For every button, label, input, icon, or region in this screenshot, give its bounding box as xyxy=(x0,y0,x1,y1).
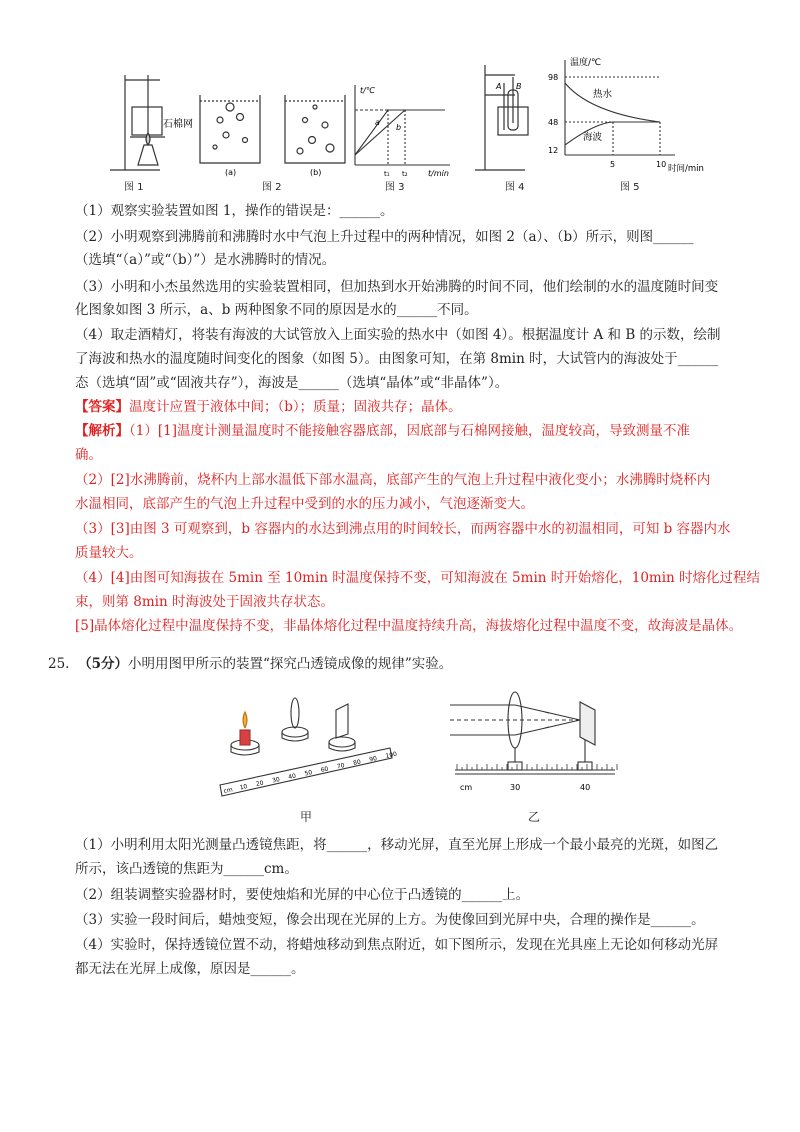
fig2-beaker-a xyxy=(200,95,260,163)
ruler-tick-label: 10 xyxy=(239,783,249,792)
q25-part3: （3）实验一段时间后，蜡烛变短，像会出现在光屏的上方。为使像回到光屏中央，合理的操作是______。 xyxy=(75,912,705,928)
q25-figures xyxy=(210,690,591,810)
ruler-tick-label: 60 xyxy=(320,765,330,774)
fig5-xtick-5: 5 xyxy=(610,160,616,169)
answer-tag: 【答案】 xyxy=(75,399,129,415)
q24-part3-line1: （3）小明和小杰虽然选用的实验装置相同，但加热到水开始沸腾的时间不同，他们绘制的水的温度随时间变 xyxy=(75,279,719,295)
fig4-label-b: B xyxy=(516,82,522,91)
fig3-graph xyxy=(355,85,450,165)
ruler-tick-label: 90 xyxy=(368,755,378,764)
caption-fig4: 图 4 xyxy=(505,182,525,193)
fig-yi-tick-30: 30 xyxy=(510,783,521,792)
fig3-curve-a: a xyxy=(375,118,380,127)
caption-fig1: 图 1 xyxy=(124,182,144,193)
q25-part1-line1: （1）小明利用太阳光测量凸透镜焦距，将______，移动光屏，直至光屏上形成一个最小最亮的光斑，如图乙 xyxy=(75,837,719,853)
fig4-label-a: A xyxy=(496,82,502,91)
ruler-tick-label: 30 xyxy=(271,776,281,785)
q24-part2-line1: （2）小明观察到沸腾前和沸腾时水中气泡上升过程中的两种情况，如图 2（a）、（b）所示，则图______ xyxy=(75,229,694,245)
fig5-xtick-10: 10 xyxy=(656,160,667,169)
caption-yi: 乙 xyxy=(528,810,541,824)
fig3-tick-t1: t₁ xyxy=(384,170,390,178)
q24-analysis-1a xyxy=(75,422,690,440)
fig-jia-apparatus xyxy=(220,698,392,796)
q25-part4-line2: 都无法在光屏上成像，原因是______。 xyxy=(75,961,305,977)
q24-analysis-2b: 水温相同，底部产生的气泡上升过程中受到的水的压力减小，气泡逐渐变大。 xyxy=(75,496,534,512)
fig1-label: 石棉网 xyxy=(163,119,193,130)
fig5-ytick-48: 48 xyxy=(548,118,559,127)
fig-yi-unit: cm xyxy=(460,783,473,792)
q25-stem-text: 小明用图甲所示的装置“探究凸透镜成像的规律”实验。 xyxy=(127,656,453,672)
fig5-graph xyxy=(565,60,675,155)
q25-number: 25. xyxy=(48,656,70,672)
fig1-apparatus xyxy=(110,75,165,170)
fig3-yaxis: t/℃ xyxy=(360,86,375,95)
q24-analysis-4b: 束，则第 8min 时海波处于固液共存状态。 xyxy=(75,594,334,610)
q24-analysis-3a: （3）[3]由图 3 可观察到，b 容器内的水达到沸点用的时间较长，而两容器中水的初温相同，可知 b 容器内水 xyxy=(75,521,731,537)
fig5-xaxis: 时间/min xyxy=(668,164,704,174)
fig-jia-ruler-ticks xyxy=(223,751,398,795)
caption-fig3: 图 3 xyxy=(385,182,405,193)
fig4-apparatus xyxy=(475,65,528,170)
fig-yi-ruler-ticks xyxy=(457,764,617,770)
q24-analysis-5: [5]晶体熔化过程中温度保持不变，非晶体熔化过程中温度持续升高，海拔熔化过程中温度不变，故海波是晶体。 xyxy=(75,618,743,634)
fig3-xaxis: t/min xyxy=(428,169,449,178)
caption-fig5: 图 5 xyxy=(620,182,640,193)
q24-analysis-3b: 质量较大。 xyxy=(75,545,143,561)
fig3-curve-b: b xyxy=(396,123,402,132)
q24-analysis-4a: （4）[4]由图可知海拔在 5min 至 10min 时温度保持不变，可知海波在 5min 时开始熔化，10min 时熔化过程结 xyxy=(75,570,761,586)
ruler-tick-label: 50 xyxy=(303,769,313,778)
fig2-beaker-b xyxy=(285,95,345,163)
ruler-tick-label: cm xyxy=(222,786,234,795)
fig5-series-hot-water: 热水 xyxy=(593,89,613,100)
q24-analysis-1b: 确。 xyxy=(75,447,102,463)
answer-text: 温度计应置于液体中间；（b）；质量；固液共存；晶体。 xyxy=(129,399,462,415)
q25-part1-line2: 所示，该凸透镜的焦距为______cm。 xyxy=(75,861,298,877)
q24-part4-line3: 态（选填“固”或“固液共存”），海波是______（选填“晶体”或“非晶体”）。 xyxy=(75,375,509,391)
ruler-tick-label: 100 xyxy=(384,750,398,760)
q25-stem xyxy=(48,655,452,673)
q24-analysis-2a: （2）[2]水沸腾前，烧杯内上部水温低下部水温高，底部产生的气泡上升过程中液化变小；水沸腾时烧杯内 xyxy=(75,472,711,488)
q24-part4-line1: （4）取走酒精灯，将装有海波的大试管放入上面实验的热水中（如图 4）。根据温度计 A 和 B 的示数，绘制 xyxy=(75,327,721,343)
fig-yi-apparatus xyxy=(450,692,615,774)
top-figures xyxy=(100,45,740,195)
analysis-1a-text: （1）[1]温度计测量温度时不能接触容器底部，因底部与石棉网接触，温度较高，导致测量不准 xyxy=(129,423,690,439)
fig5-ytick-98: 98 xyxy=(548,73,559,82)
q24-part3-line2: 化图象如图 3 所示，a、b 两种图象不同的原因是水的______不同。 xyxy=(75,302,478,318)
fig5-yaxis: 温度/℃ xyxy=(570,58,602,68)
q24-part2-line2: （选填“（a）”或“（b）”）是水沸腾时的情况。 xyxy=(75,252,336,268)
q24-part1: （1）观察实验装置如图 1，操作的错误是：______。 xyxy=(75,203,394,219)
q25-part2: （2）组装调整实验器材时，要使烛焰和光屏的中心位于凸透镜的______上。 xyxy=(75,887,530,903)
ruler-tick-label: 70 xyxy=(336,762,346,771)
caption-fig2: 图 2 xyxy=(262,182,282,193)
ruler-tick-label: 20 xyxy=(255,779,265,788)
fig2-label-a: (a) xyxy=(225,168,237,177)
q25-score: （5分） xyxy=(78,656,128,672)
fig3-tick-t2: t₂ xyxy=(402,170,408,178)
q24-part4-line2: 了海波和热水的温度随时间变化的图象（如图 5）。由图象可知，在第 8min 时，大试管内的海波处于______ xyxy=(75,351,719,367)
ruler-tick-label: 80 xyxy=(352,758,362,767)
fig5-series-hypo: 海波 xyxy=(583,132,603,143)
ruler-tick-label: 40 xyxy=(287,772,297,781)
q24-answer xyxy=(75,398,462,416)
q25-part4-line1: （4）实验时，保持透镜位置不动，将蜡烛移动到焦点附近，如下图所示，发现在光具座上无论如何移动光屏 xyxy=(75,937,719,953)
fig-yi-tick-40: 40 xyxy=(580,783,591,792)
analysis-tag: 【解析】 xyxy=(75,423,129,439)
fig2-label-b: (b) xyxy=(310,168,322,177)
caption-jia: 甲 xyxy=(300,810,313,824)
fig5-ytick-12: 12 xyxy=(548,146,559,155)
